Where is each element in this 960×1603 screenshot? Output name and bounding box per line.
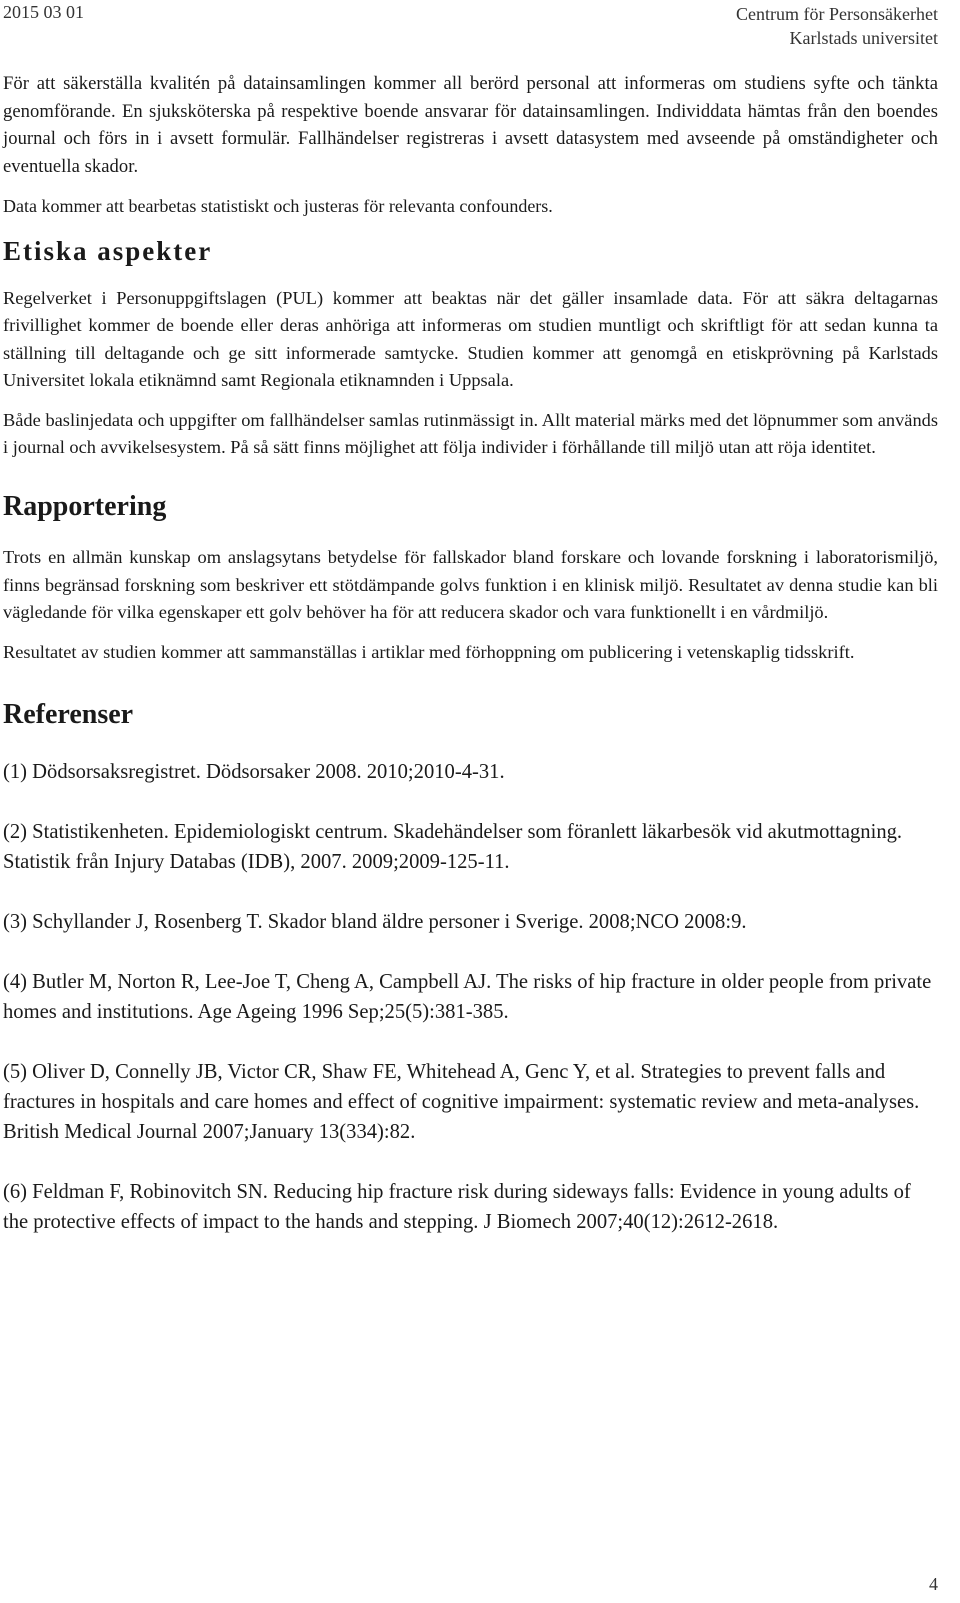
section-heading-etiska: Etiska aspekter (3, 235, 213, 266)
reference-item: (3) Schyllander J, Rosenberg T. Skador bland äldre personer i Sverige. 2008;NCO 2008:9. (3, 911, 747, 934)
intro-paragraph-2: Data kommer att bearbetas statistiskt och justeras för relevanta confounders. (3, 196, 553, 216)
reference-item: (2) Statistikenheten. Epidemiologiskt centrum. Skadehändelser som föranlett läkarbesök vid akutmottagning. Statistik från Injury Databas (IDB), 2007. 2009;2009-125-11. (3, 821, 903, 874)
header-org-line2: Karlstads universitet (789, 28, 938, 48)
etiska-paragraph-2: Både baslinjedata och uppgifter om fallhändelser samlas rutinmässigt in. Allt material märks med det löpnummer som används i journal och avvikelsesystem. På så sätt finns möjlighet att följa individer i förhållande till miljö utan att röja identitet. (3, 409, 938, 458)
section-heading-referenser: Referenser (3, 699, 134, 731)
etiska-paragraph-1: Regelverket i Personuppgiftslagen (PUL) kommer att beaktas när det gäller insamlade data. För att säkra deltagarnas frivillighet kommer de boende eller deras anhöriga att informeras om studien muntligt och skriftligt för att sedan kunna ta ställning till deltagande och ge sitt informerade samtycke. Studien kommer att genomgå en etiskprövning på Karlstads Universitet lokala etiknämnd samt Regionala etiknamnden i Uppsala. (3, 287, 938, 391)
document-body (3, 70, 938, 1237)
reference-item: (4) Butler M, Norton R, Lee-Joe T, Cheng A, Campbell AJ. The risks of hip fracture in older people from private homes and institutions. Age Ageing 1996 Sep;25(5):381-385. (3, 971, 932, 1024)
rapportering-paragraph-1: Trots en allmän kunskap om anslagsytans betydelse för fallskador bland forskare och lovande forskning i laboratorismiljö, finns begränsad forskning som beskriver ett stötdämpande golvs funktion i en klinisk miljö. Resultatet av denna studie kan bli vägledande för vilka egenskaper ett golv behöver ha för att reducera skador och vara funktionellt i en vårdmiljö. (3, 547, 938, 623)
header-date: 2015 03 01 (3, 2, 84, 22)
intro-paragraph-1: För att säkerställa kvalitén på datainsamlingen kommer all berörd personal att informeras om studiens syfte och tänkta genomförande. En sjuksköterska på respektive boende ansvarar för datainsamlingen. Individdata hämtas från den boendes journal och förs in i avsett formulär. Fallhändelser registreras i avsett datasystem med avseende på omständigheter och eventuella skador. (3, 73, 938, 177)
header-organization (736, 2, 938, 50)
reference-item: (5) Oliver D, Connelly JB, Victor CR, Shaw FE, Whitehead A, Genc Y, et al. Strategies to prevent falls and fractures in hospitals and care homes and effect of cognitive impairment: systematic review and meta-analyses. British Medical Journal 2007;January 13(334):82. (3, 1061, 920, 1144)
page-number: 4 (929, 1574, 938, 1594)
section-heading-rapportering: Rapportering (3, 491, 167, 523)
reference-item: (1) Dödsorsaksregistret. Dödsorsaker 2008. 2010;2010-4-31. (3, 761, 505, 784)
header-org-line1: Centrum för Personsäkerhet (736, 4, 938, 24)
reference-item: (6) Feldman F, Robinovitch SN. Reducing hip fracture risk during sideways falls: Evidence in young adults of the protective effects of impact to the hands and stepping. J Biomech 2007;40(12):2612-2618. (3, 1181, 911, 1234)
rapportering-paragraph-2: Resultatet av studien kommer att sammanställas i artiklar med förhoppning om publicering i vetenskaplig tidsskrift. (3, 641, 855, 662)
